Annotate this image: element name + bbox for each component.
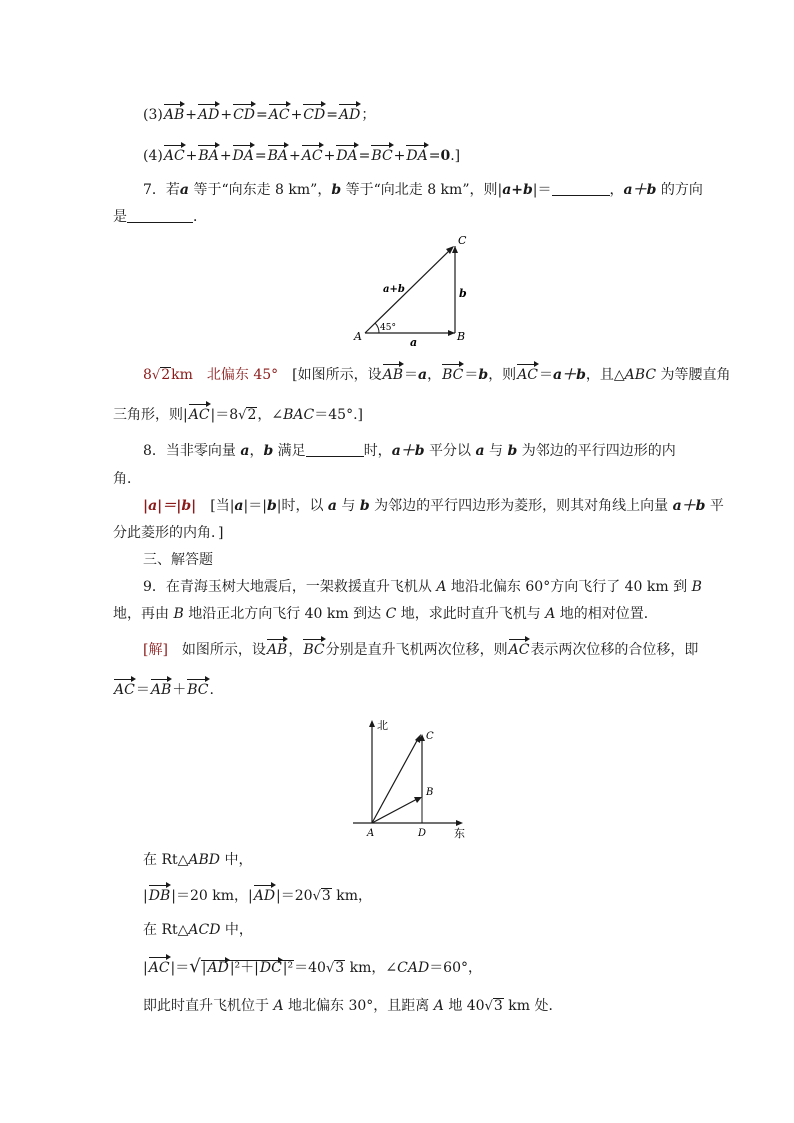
q9-step2 (143, 886, 372, 907)
text: 为邻边的平行四边形的内 (517, 443, 676, 459)
text: km， (331, 888, 373, 904)
var: BAC (283, 407, 315, 423)
q9-stem-line1 (143, 577, 702, 597)
vector: AB (163, 107, 185, 123)
text: | (143, 960, 148, 976)
vector: BA (267, 148, 289, 164)
var: B (173, 606, 184, 622)
unit: km (171, 367, 193, 383)
var: a (179, 182, 189, 198)
answer-blank (127, 208, 193, 223)
vector: BC (187, 682, 209, 698)
text: | (143, 888, 148, 904)
arrow-head (369, 720, 375, 727)
q7-answer-line1 (143, 365, 731, 386)
north-label: 北 (377, 719, 388, 732)
text: ， (427, 367, 442, 383)
solution-tag: [解] (143, 642, 168, 658)
var: a＋b (672, 498, 706, 514)
text: ＝60°， (429, 960, 483, 976)
zero-vector: 0 (440, 148, 451, 164)
vector: DA (406, 148, 428, 164)
answer-blank (552, 181, 610, 196)
arrow-head (448, 330, 455, 336)
var: a+b (502, 182, 533, 198)
text: 角． (113, 471, 141, 487)
q9-step1 (143, 850, 252, 870)
question-number: 7．若 (143, 182, 180, 198)
var: a (327, 498, 337, 514)
var: a (234, 498, 244, 514)
text: 在 Rt△ (143, 922, 189, 938)
text: 地沿北偏东 60°方向飞行了 40 km 到 (446, 579, 692, 595)
text: ＝45°.] (314, 407, 363, 423)
text: 平分以 (424, 443, 476, 459)
op: + (393, 148, 406, 164)
var: a (418, 367, 428, 383)
var: A (433, 998, 444, 1014)
text: 等于“向东走 8 km”， (189, 182, 332, 198)
question-number: 8．当非零向量 (143, 443, 241, 459)
q8-stem-line2 (113, 469, 141, 489)
punct: ； (361, 107, 376, 123)
q9-solution-line2 (113, 680, 214, 700)
b-label: b (459, 287, 467, 300)
text: 地的相对位置． (555, 606, 658, 622)
text: [当| (210, 498, 235, 514)
q8-answer-line1 (143, 496, 724, 516)
vector: DA (232, 148, 254, 164)
q8-answer-line2 (113, 523, 223, 543)
q6-line4 (143, 146, 460, 166)
var: a＋b (553, 367, 586, 383)
op: ＝ (135, 682, 150, 698)
q7-answer-line2 (113, 405, 363, 426)
vector: AC (163, 148, 185, 164)
var: b (266, 498, 277, 514)
var: b (263, 443, 274, 459)
sqrt-sign: √ (189, 956, 201, 977)
angle-arc (375, 323, 379, 333)
text: 是 (113, 209, 127, 225)
point-a-label: A (354, 330, 362, 343)
arrow-head (456, 820, 463, 826)
text: 平 (705, 498, 724, 514)
vector: BC (442, 367, 464, 383)
var: ACD (188, 922, 221, 938)
var: B (691, 579, 702, 595)
q9-conclusion (143, 996, 562, 1017)
text: 时， (363, 443, 392, 459)
ab-label: a+b (383, 284, 405, 295)
op: + (185, 148, 198, 164)
text: km，∠ (345, 960, 398, 976)
vector: AD (197, 107, 220, 123)
var: A (436, 579, 447, 595)
vector: DA (336, 148, 358, 164)
radicand: 3 (335, 960, 345, 976)
text: ， (609, 182, 624, 198)
text: ，则 (488, 367, 517, 383)
op: + (219, 148, 232, 164)
q7-stem-line1 (143, 180, 703, 200)
text: [如图所示，设 (292, 367, 382, 383)
point-d-label: D (418, 828, 427, 839)
text: 即此时直升飞机位于 (143, 998, 274, 1014)
point-a-label: A (367, 828, 375, 839)
point-c-label: C (426, 731, 434, 742)
var: a (475, 443, 485, 459)
op: + (220, 107, 233, 123)
punct: .] (450, 148, 461, 164)
sqrt-sign: √ (151, 368, 161, 383)
vector: DC (259, 960, 282, 976)
point-b-label: B (457, 330, 466, 343)
var: ABC (624, 367, 657, 383)
vector: AC (301, 148, 323, 164)
text: 中， (220, 922, 253, 938)
vector: CD (303, 107, 326, 123)
text: 地 40 (443, 998, 485, 1014)
text: ＝40 (294, 960, 326, 976)
radicand: 2 (161, 367, 171, 383)
answer-value: |a|＝|b| (143, 498, 197, 514)
text: 等于“向北走 8 km”，则| (341, 182, 503, 198)
text: 与 (484, 443, 508, 459)
text: 如图所示，设 (167, 642, 266, 658)
vector: DB (148, 888, 171, 904)
radicand: 3 (493, 998, 503, 1014)
text: 为等腰直角 (656, 367, 731, 383)
a-label: a (410, 336, 418, 348)
text: |＝20 km，| (171, 888, 253, 904)
var: b (331, 182, 342, 198)
op: + (290, 107, 303, 123)
q9-step4 (143, 957, 482, 979)
op: = (256, 107, 268, 123)
text: | (201, 960, 207, 976)
text: 地北偏东 30°，且距离 (283, 998, 434, 1014)
op: ＋ (172, 682, 187, 698)
var: b (507, 443, 518, 459)
sqrt-sign: √ (312, 889, 321, 904)
vector: AC (114, 682, 135, 698)
text: 8 (143, 367, 152, 383)
vector: AB (382, 367, 404, 383)
text: ，且△ (585, 367, 625, 383)
var: ABD (188, 852, 221, 868)
vector: BC (371, 148, 393, 164)
text: 满足 (273, 443, 306, 459)
q7-triangle-figure (340, 230, 480, 348)
text: |² (282, 960, 294, 976)
vector: AC (188, 407, 210, 423)
q9-displacement-figure (345, 712, 475, 842)
text: |²＋| (229, 960, 259, 976)
point-b-label: B (426, 787, 434, 798)
answer-blank (306, 442, 364, 457)
text: 分别是直升飞机两次位移，则 (325, 642, 508, 658)
var: A (545, 606, 556, 622)
label: (3) (143, 107, 163, 123)
text: |＝8 (210, 407, 239, 423)
radicand: 3 (321, 888, 331, 904)
section-title: 三、解答题 (143, 552, 213, 568)
text: 为邻边的平行四边形为菱形，则其对角线上向量 (369, 498, 673, 514)
vector: AD (253, 888, 276, 904)
var: C (385, 606, 397, 622)
text: ＝ (464, 367, 479, 383)
answer-value (143, 367, 278, 383)
text: 地，求此时直升飞机与 (396, 606, 546, 622)
text: 地，再由 (113, 606, 174, 622)
op: + (323, 148, 336, 164)
text: ， (288, 642, 303, 658)
var: A (273, 998, 284, 1014)
vector: CD (233, 107, 255, 123)
var: b (359, 498, 370, 514)
text: 9．在青海玉树大地震后，一架救援直升飞机从 (143, 579, 437, 595)
vector: AD (338, 107, 361, 123)
text: 在 Rt△ (143, 852, 189, 868)
q6-line3 (143, 105, 375, 125)
var: a (240, 443, 250, 459)
var: a＋b (623, 182, 657, 198)
text: 中， (220, 852, 253, 868)
var: b (478, 367, 489, 383)
section-heading (143, 550, 213, 570)
radicand (201, 960, 294, 975)
var: CAD (397, 960, 430, 976)
op: + (289, 148, 301, 164)
text: |＝ (532, 182, 552, 198)
vector: AB (150, 682, 172, 698)
text: ＝ (539, 367, 554, 383)
east-label: 东 (454, 827, 465, 840)
q9-stem-line2 (113, 604, 658, 624)
q9-step3 (143, 920, 253, 940)
text: |＝ (170, 960, 190, 976)
q9-solution-line1 (143, 640, 698, 660)
op: = (428, 148, 441, 164)
text: |时，以 (276, 498, 328, 514)
sqrt-sign: √ (484, 999, 493, 1014)
vector: AC (508, 642, 530, 658)
vector: AC (517, 367, 539, 383)
sqrt-sign: √ (238, 408, 247, 423)
text: |＝20 (276, 888, 313, 904)
vector: AB (266, 642, 288, 658)
angle-label: 45° (380, 323, 396, 333)
var: a＋b (391, 443, 425, 459)
q8-stem-line1 (143, 441, 676, 461)
vector: AC (268, 107, 290, 123)
text: 的方向 (656, 182, 703, 198)
point-c-label: C (458, 234, 467, 247)
vector: BA (198, 148, 219, 164)
q7-stem-line2 (113, 207, 207, 227)
text: ＝ (404, 367, 419, 383)
text: ， (249, 443, 264, 459)
vector: AD (207, 960, 229, 976)
radicand: 2 (247, 407, 257, 423)
op: = (358, 148, 371, 164)
text: ． (193, 209, 207, 225)
op: + (185, 107, 197, 123)
text: ，∠ (257, 407, 284, 423)
text: |＝| (243, 498, 267, 514)
sqrt-sign: √ (325, 961, 335, 976)
text: 表示两次位移的合位移，即 (530, 642, 699, 658)
vector: AC (148, 960, 170, 976)
punct: . (209, 682, 214, 698)
text: 分此菱形的内角．] (113, 525, 224, 541)
direction: 北偏东 45° (206, 367, 279, 383)
text: 地沿正北方向飞行 40 km 到达 (183, 606, 386, 622)
text: km 处． (503, 998, 563, 1014)
vector: BC (303, 642, 325, 658)
text: 与 (336, 498, 360, 514)
label: (4) (143, 148, 163, 164)
vector-ab-line (365, 248, 452, 333)
op: = (326, 107, 338, 123)
op: = (254, 148, 267, 164)
text: 三角形，则| (113, 407, 188, 423)
